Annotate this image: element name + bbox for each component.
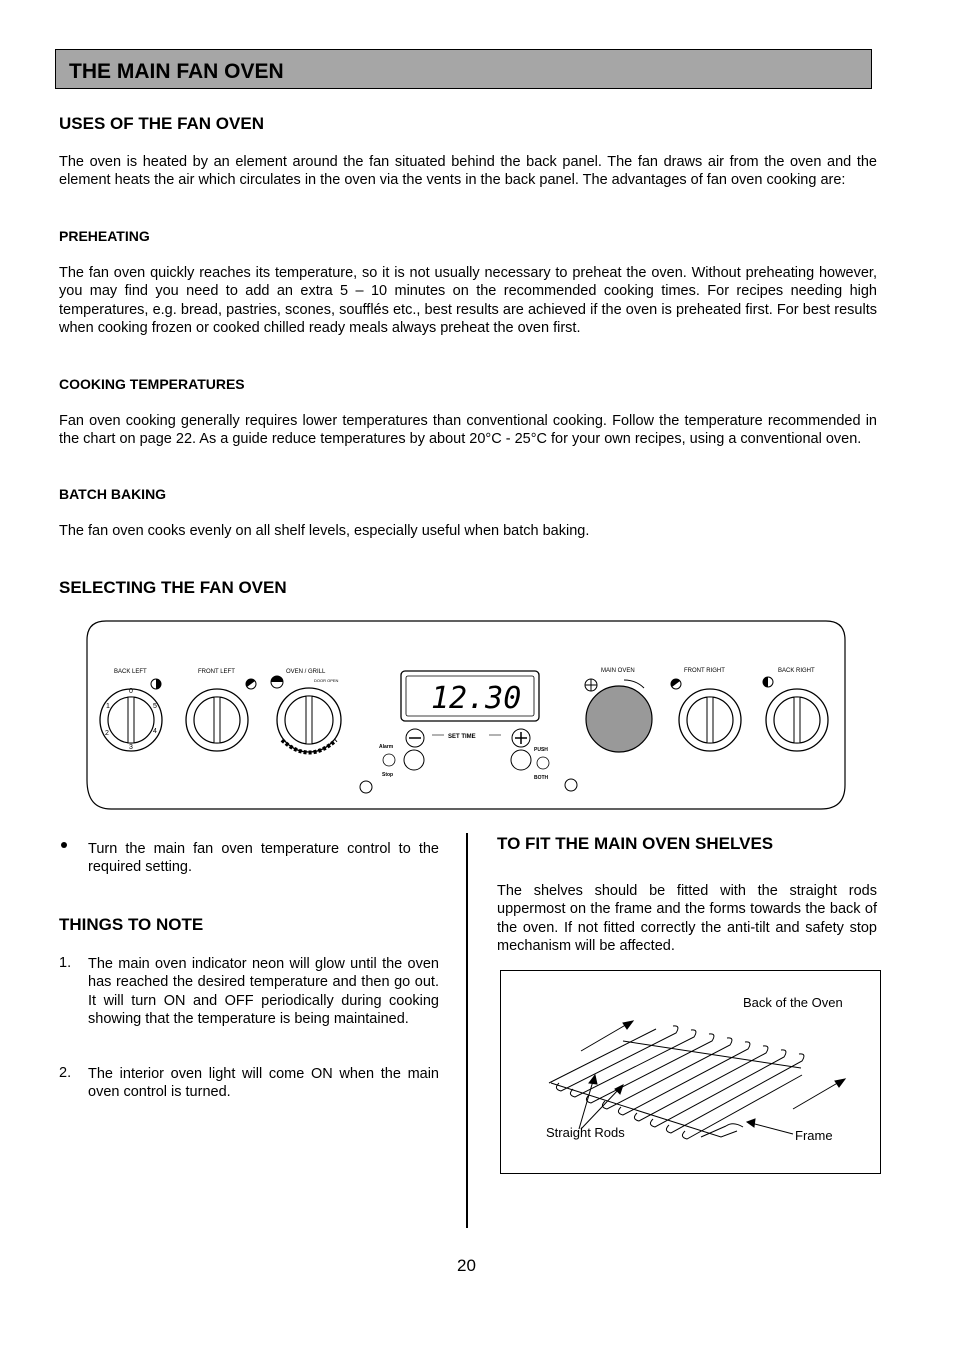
cooking-temperatures-text: Fan oven cooking generally requires lower temperatures than conventional cooking. Follow the temperature recommended in the chart on page 22. As a guide reduce temperatures by about 20°C - 25°C for your own recipes, using a conventional oven. [59,413,877,448]
door-open-label: DOOR OPEN [314,678,339,683]
knob-mark: 1 [106,703,110,710]
both-label: BOTH [534,775,549,781]
stop-label: Stop [382,772,394,778]
knob-mark: 0 [129,688,133,695]
batch-baking-heading: BATCH BAKING [59,486,167,502]
batch-baking-text: The fan oven cooks evenly on all shelf levels, especially useful when batch baking. [59,523,590,539]
back-right-label: BACK RIGHT [778,668,815,674]
knob-mark: 5 [153,703,157,710]
main-oven-label: MAIN OVEN [601,668,635,674]
uses-intro: The oven is heated by an element around the fan situated behind the back panel. The fan draws air from the oven and the element heats the air which circulates in the oven via the vents in the back panel. The advantages of fan oven cooking are: [59,154,877,189]
display-time: 12.30 [431,681,522,716]
page-title-bar [55,49,872,89]
oven-grill-label: OVEN / GRILL [286,669,326,675]
label-back-of-oven: Back of the Oven [743,995,843,1010]
preheating-text: The fan oven quickly reaches its temperature, so it is not usually necessary to preheat the oven. Without preheating however, you may find you need to add an extra 5 – 10 minutes on the recommended cooking times. For recipes needing high temperatures, e.g. bread, pastries, scones, soufflés etc., best results are achieved if the oven is preheated first. For best results when cooking frozen or cooked chilled ready meals always preheat the oven first. [59,265,877,337]
front-left-label: FRONT LEFT [198,669,235,675]
column-divider [466,833,468,1228]
cooking-temperatures-heading: COOKING TEMPERATURES [59,376,245,392]
shelf-diagram-box [500,970,881,1174]
selecting-bullet-text: Turn the main fan oven temperature control to the required setting. [88,841,439,876]
selecting-heading: SELECTING THE FAN OVEN [59,578,287,597]
knob-mark: 2 [105,730,109,737]
things-to-note-heading: THINGS TO NOTE [59,915,204,934]
shelves-heading: TO FIT THE MAIN OVEN SHELVES [497,834,774,853]
push-label: PUSH [534,747,548,753]
knob-mark: 4 [153,728,157,735]
shelf-diagram [501,971,880,1173]
bullet-icon [61,842,67,848]
page-title: THE MAIN FAN OVEN [69,60,284,83]
page-number: 20 [457,1256,476,1275]
note-number: 1. [59,955,72,971]
note-number: 2. [59,1065,72,1081]
set-time-label: SET TIME [448,734,476,740]
front-right-label: FRONT RIGHT [684,668,725,674]
label-straight-rods: Straight Rods [546,1125,625,1140]
note-text: The main oven indicator neon will glow until the oven has reached the desired temperature and then go out. It will turn ON and OFF periodically during cooking showing that the temperature is being maintained. [88,956,439,1028]
preheating-heading: PREHEATING [59,228,150,244]
knob-mark: 3 [129,744,133,751]
uses-heading: USES OF THE FAN OVEN [59,114,264,133]
note-text: The interior oven light will come ON when the main oven control is turned. [88,1066,439,1101]
shelves-text: The shelves should be fitted with the straight rods uppermost on the frame and the forms towards the back of the oven. If not fitted correctly the anti-tilt and safety stop mechanism will be affected. [497,883,877,955]
control-panel-diagram [86,620,846,810]
alarm-label: Alarm [379,744,394,750]
label-frame: Frame [795,1128,833,1143]
back-left-label: BACK LEFT [114,669,147,675]
